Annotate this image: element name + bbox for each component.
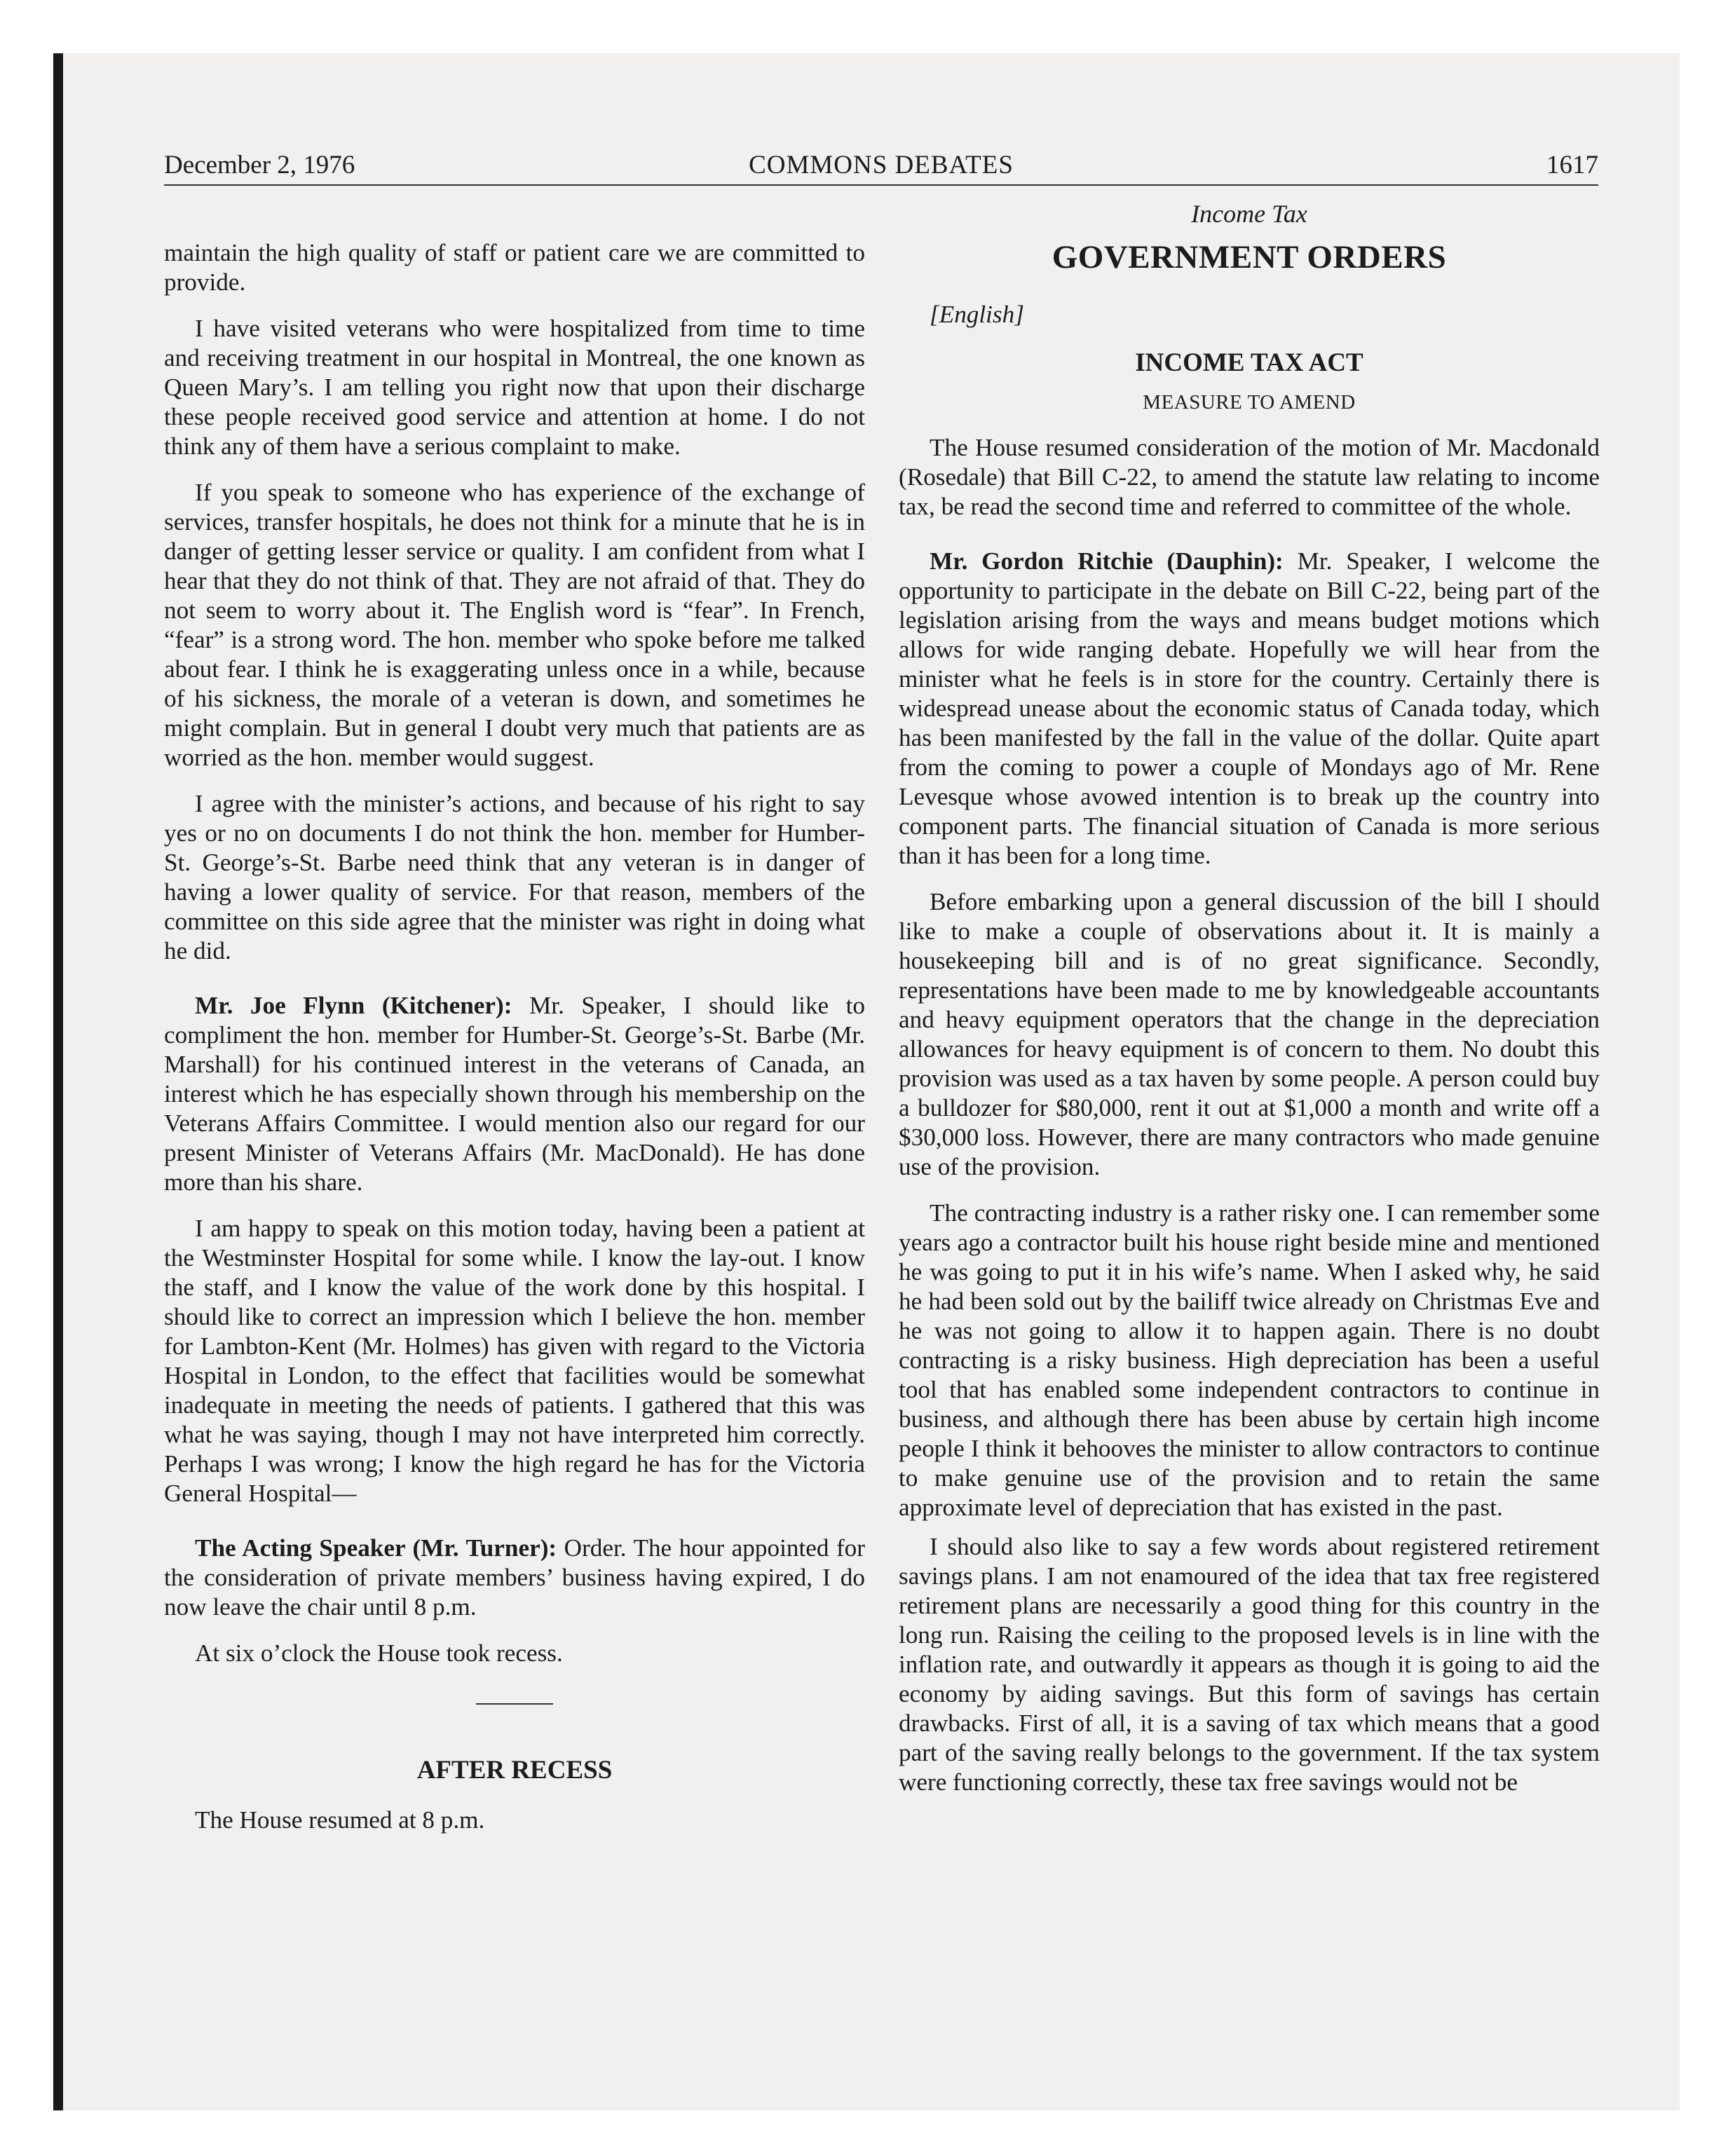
- after-recess-heading: AFTER RECESS: [416, 1756, 613, 1785]
- act-subtitle: MEASURE TO AMEND: [1143, 391, 1356, 414]
- speaker-name: The Acting Speaker (Mr. Turner):: [195, 1534, 557, 1562]
- section-title: GOVERNMENT ORDERS: [1052, 239, 1447, 275]
- paragraph: At six o’clock the House took recess.: [195, 1639, 563, 1667]
- header-date: December 2, 1976: [164, 151, 355, 179]
- paragraph: Before embarking upon a general discussion of the bill I should like to make a couple of observations about it. It is mainly a housekeeping bill and is of no great significance. Secondly, representations have been made to me by knowledgeable accountants and heavy equipment operators that the change in the depreciation allowances for heavy equipment is of concern to them. No doubt this provision was used as a tax haven by some people. A person could buy a bulldozer for $80,000, rent it out at $1,000 a month and write off a $30,000 loss. However, there are many contractors who made genuine use of the provision.: [899, 888, 1600, 1180]
- paragraph: If you speak to someone who has experience of the exchange of services, transfer hospitals, he does not think for a minute that he is in danger of getting lesser service or quality. I am confident from what I hear that they do not think of that. They are not afraid of that. They do not seem to worry about it. The English word is “fear”. In French, “fear” is a strong word. The hon. member who spoke before me talked about fear. I think he is exaggerating unless once in a while, because of his sickness, the morale of a veteran is down, and sometimes he might complain. But in general I doubt very much that patients are as worried as the hon. member would suggest.: [164, 479, 865, 771]
- speech-paragraph: [164, 1534, 865, 1622]
- paragraph: The House resumed at 8 p.m.: [195, 1806, 485, 1834]
- speech-text: Order. The hour appointed for the consideration of private members’ business having expired, I do now leave the chair until 8 p.m.: [164, 1534, 865, 1621]
- paragraph: maintain the high quality of staff or patient care we are committed to provide.: [164, 239, 865, 296]
- speaker-name: Mr. Gordon Ritchie (Dauphin):: [930, 547, 1284, 575]
- binding-edge: [53, 53, 63, 2110]
- header-rule: [164, 184, 1598, 186]
- speech-paragraph: [899, 547, 1600, 871]
- paragraph: The House resumed consideration of the motion of Mr. Macdonald (Rosedale) that Bill C-22, to amend the statute law relating to income tax, be read the second time and referred to committee of the whole.: [899, 434, 1600, 520]
- speech-text: Mr. Speaker, I welcome the opportunity to participate in the debate on Bill C-22, being part of the legislation arising from the ways and means budget motions which allows for wide ranging debate. Hopefully we will hear from the minister what he feels is in store for the country. Certainly there is widespread unease about the economic status of Canada today, which has been manifested by the fall in the value of the dollar. Quite apart from the coming to power a couple of Mondays ago of Mr. Rene Levesque whose avowed intention is to break up the country into component parts. The financial situation of Canada is more serious than it has been for a long time.: [899, 547, 1600, 869]
- header-title: COMMONS DEBATES: [749, 151, 1014, 179]
- speech-text: Mr. Speaker, I should like to compliment the hon. member for Humber-St. George’s-St. Barbe (Mr. Marshall) for his continued interest in the veterans of Canada, an interest which he has especially shown through his membership on the Veterans Affairs Committee. I would mention also our regard for our present Minister of Veterans Affairs (Mr. MacDonald). He has done more than his share.: [164, 992, 865, 1196]
- paragraph: I have visited veterans who were hospitalized from time to time and receiving treatment in our hospital in Montreal, the one known as Queen Mary’s. I am telling you right now that upon their discharge these people received good service and attention at home. I do not think any of them have a serious complaint to make.: [164, 315, 865, 460]
- paragraph: I am happy to speak on this motion today, having been a patient at the Westminster Hospital for some while. I know the lay-out. I know the staff, and I know the value of the work done by this hospital. I should like to correct an impression which I believe the hon. member for Lambton-Kent (Mr. Holmes) has given with regard to the Victoria Hospital in London, to the effect that facilities would be somewhat inadequate in meeting the needs of patients. I gathered that this was what he was saying, though I may not have interpreted him correctly. Perhaps I was wrong; I know the high regard he has for the Victoria General Hospital—: [164, 1215, 865, 1507]
- paragraph: The contracting industry is a rather risky one. I can remember some years ago a contractor built his house right beside mine and mentioned he was going to put it in his wife’s name. When I asked why, he said he had been sold out by the bailiff twice already on Christmas Eve and he was not going to allow it to happen again. There is no doubt contracting is a risky business. High depreciation has been a useful tool that has enabled some independent contractors to continue in business, and although there has been abuse by certain high income people I think it behooves the minister to allow contractors to continue to make genuine use of the provision and to retain the same approximate level of depreciation that has existed in the past.: [899, 1199, 1600, 1521]
- right-column: [899, 198, 1600, 1814]
- language-note: [English]: [930, 301, 1024, 328]
- page-number: 1617: [1546, 151, 1598, 179]
- running-header: [164, 147, 1598, 184]
- section-divider: [476, 1703, 553, 1705]
- act-title: INCOME TAX ACT: [1135, 348, 1363, 377]
- left-column: [164, 238, 865, 1852]
- paragraph: I should also like to say a few words about registered retirement savings plans. I am not enamoured of the idea that tax free registered retirement plans are necessarily a good thing for this country in the long run. Raising the ceiling to the proposed levels is in line with the inflation rate, and outwardly it appears as though it is going to aid the economy by aiding savings. But this form of savings has certain drawbacks. First of all, it is a saving of tax which means that a good part of the saving really belongs to the government. If the tax system were functioning correctly, these tax free savings would not be: [899, 1533, 1600, 1796]
- speaker-name: Mr. Joe Flynn (Kitchener):: [195, 992, 512, 1019]
- running-section-title: Income Tax: [1191, 200, 1307, 228]
- speech-paragraph: [164, 991, 865, 1197]
- paragraph: I agree with the minister’s actions, and because of his right to say yes or no on documents I do not think the hon. member for Humber-St. George’s-St. Barbe need think that any veteran is in danger of having a lower quality of service. For that reason, members of the committee on this side agree that the minister was right in doing what he did.: [164, 790, 865, 964]
